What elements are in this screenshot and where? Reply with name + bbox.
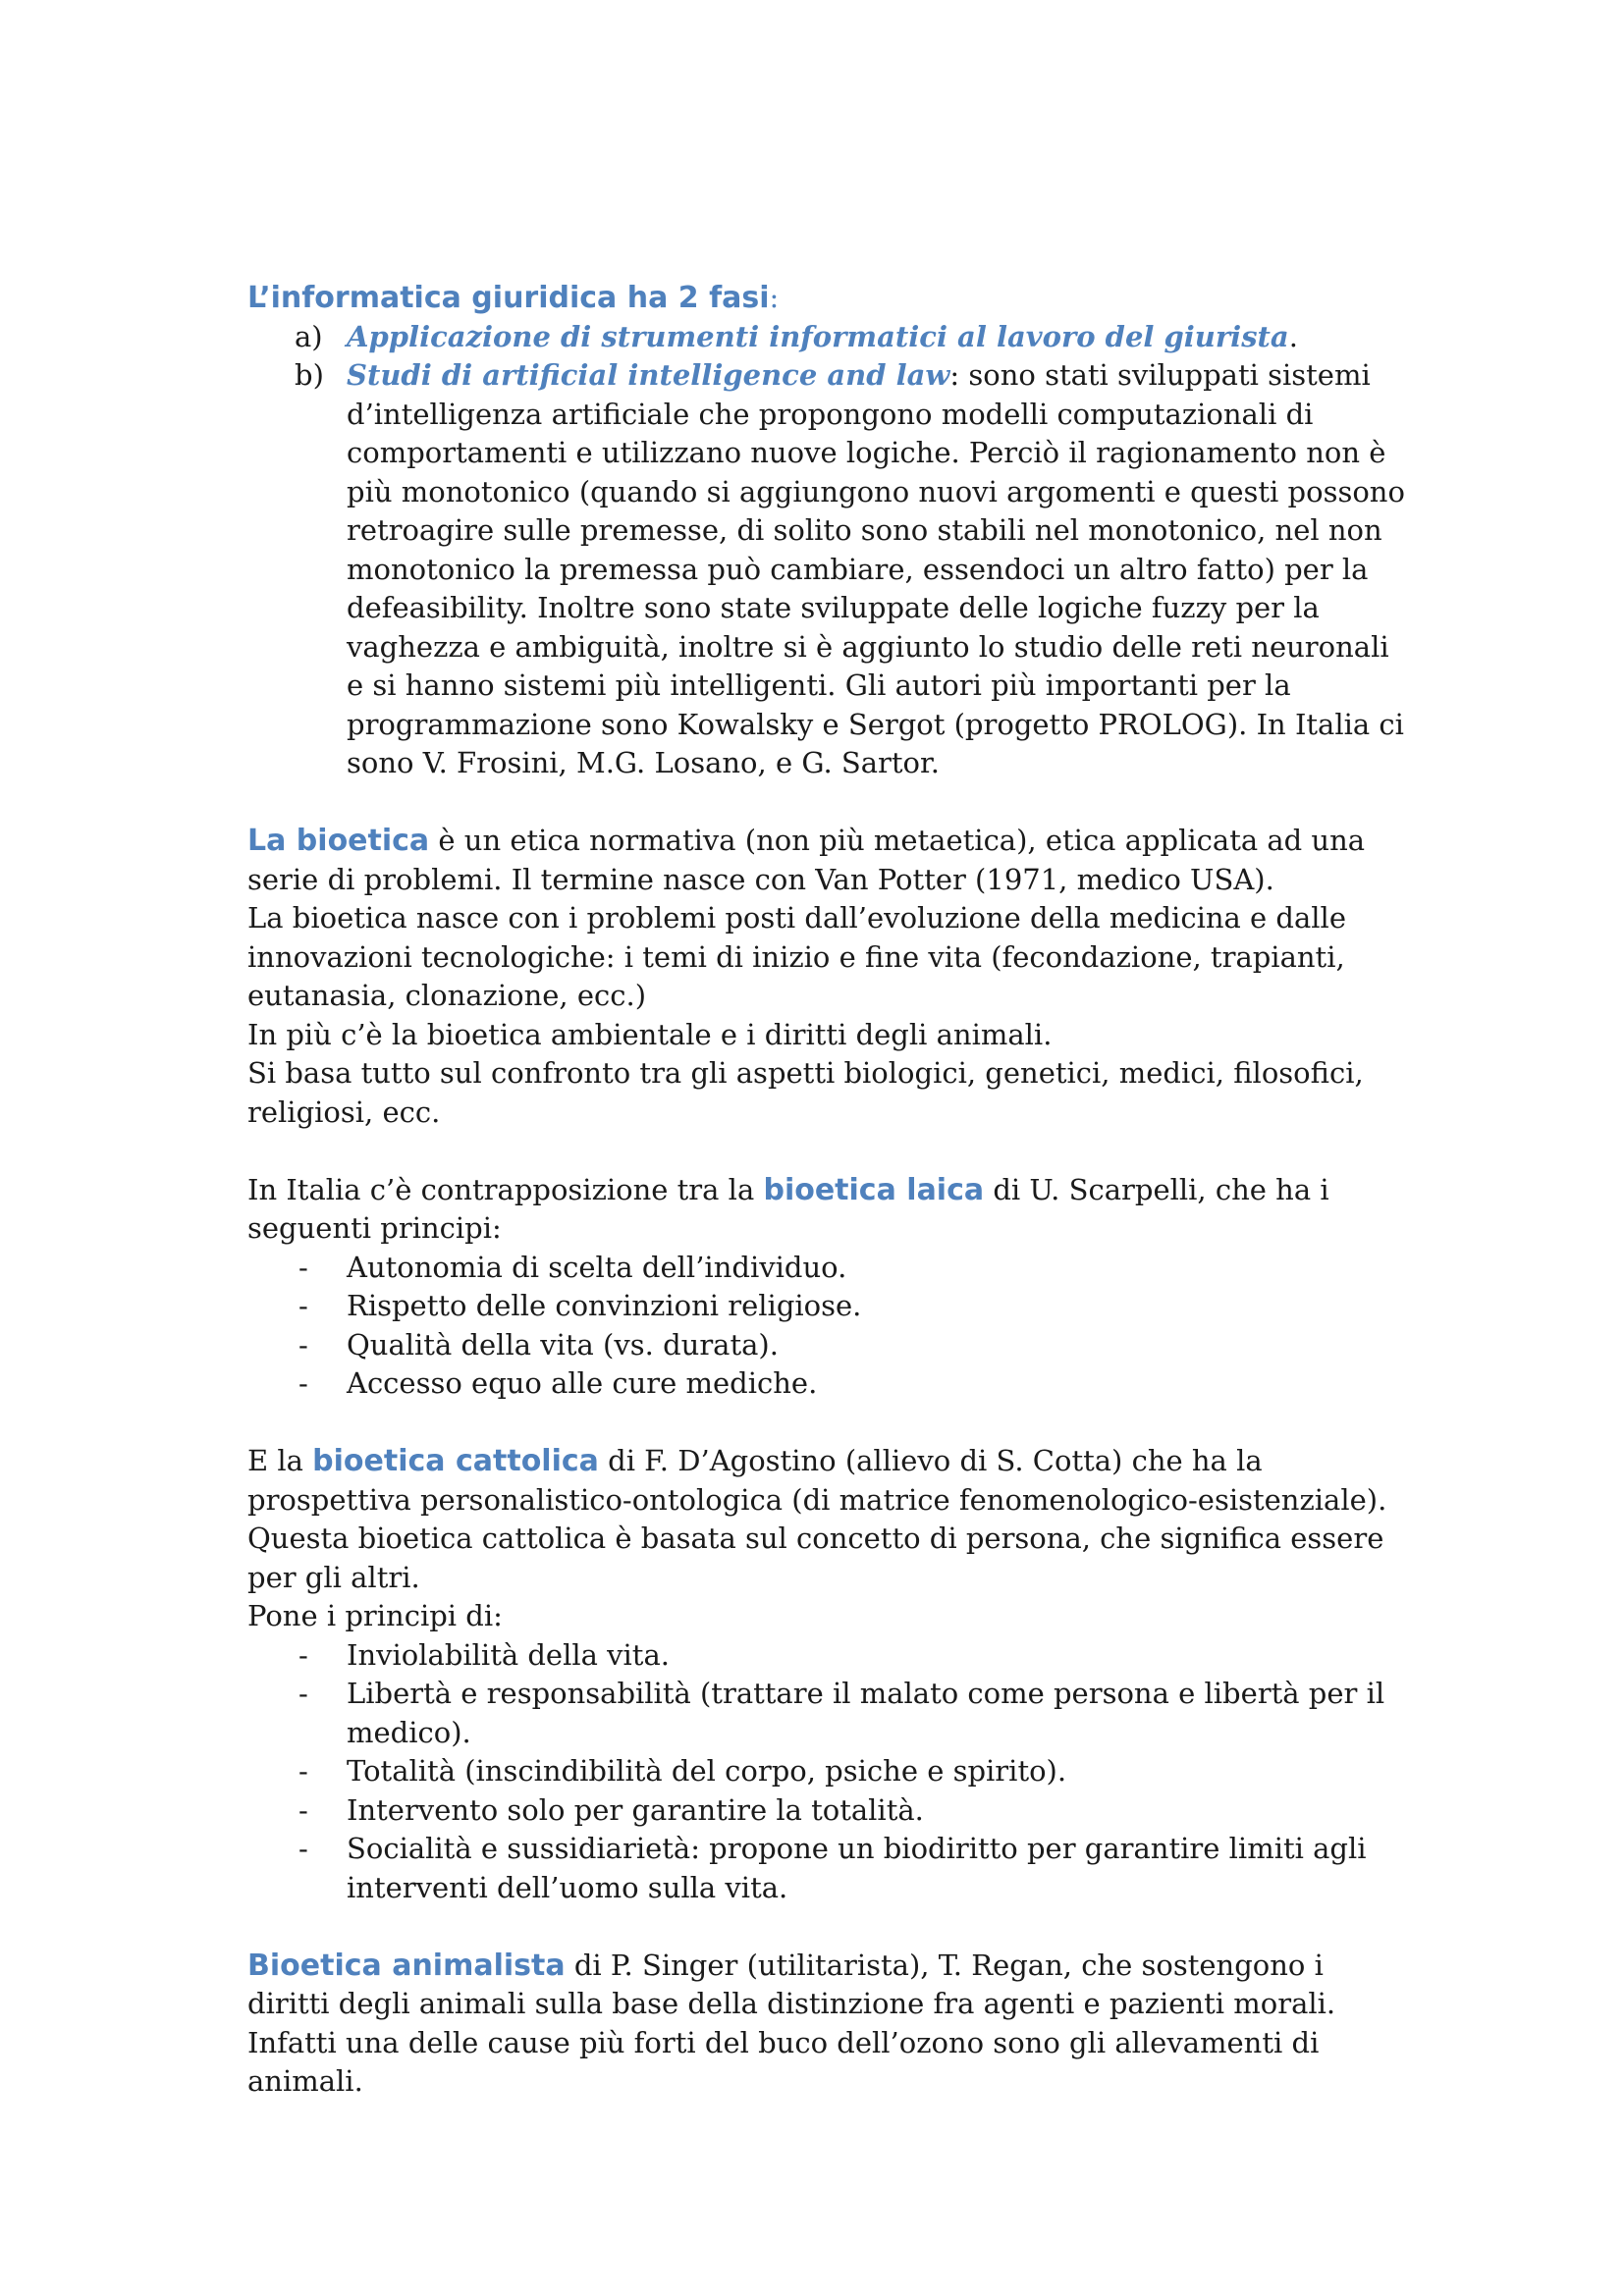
section1-colon: :	[769, 281, 780, 314]
list-item-text: Qualità della vita (vs. durata).	[347, 1327, 779, 1362]
list-item	[247, 1830, 1406, 1907]
list-item-text: Accesso equo alle cure mediche.	[347, 1366, 818, 1400]
list-item	[247, 356, 1406, 783]
list-item	[247, 1791, 1406, 1831]
document-page	[247, 279, 1406, 2102]
bioetica-heading: La bioetica	[247, 824, 430, 858]
bioetica-laica-pre: In Italia c’è contrapposizione tra la	[247, 1172, 764, 1206]
bullet-dash: -	[298, 1832, 308, 1865]
bullet-dash: -	[298, 1637, 308, 1672]
list-item	[247, 1675, 1406, 1752]
list-item-text: : sono stati sviluppati sistemi d’intelligenza artificiale che propongono modelli computazionali di comportamenti e utilizzano nuove logiche. Perciò il ragionamento non è più monotonico (quando si aggiungono nuovi argomenti e questi possono retroagire sulle premesse, di solito sono stabili nel monotonico, nel non monotonico la premessa può cambiare, essendoci un altro fatto) per la defeasibility. Inoltre sono state sviluppate delle logiche fuzzy per la vaghezza e ambiguità, inoltre si è aggiunto lo studio delle reti neuronali e si hanno sistemi più intelligenti. Gli autori più importanti per la programmazione sono Kowalsky e Sergot (progetto PROLOG). In Italia ci sono V. Frosini, M.G. Losano, e G. Sartor.	[347, 358, 1405, 779]
list-item-text: Socialità e sussidiarietà: propone un biodiritto per garantire limiti agli interventi dell’uomo sulla vita.	[347, 1832, 1367, 1904]
bioetica-cattolica-post: di F. D’Agostino (allievo di S. Cotta) che ha la prospettiva personalistico-ontologica (di matrice fenomenologico-esistenziale).	[247, 1444, 1387, 1517]
bioetica-laica-heading: bioetica laica	[763, 1172, 985, 1207]
bioetica-cattolica-heading: bioetica cattolica	[312, 1444, 599, 1478]
section1-intro	[247, 279, 1406, 318]
bioetica-animalista-heading: Bioetica animalista	[247, 1948, 566, 1983]
list-item	[247, 1636, 1406, 1676]
list-item-text: Rispetto delle convinzioni religiose.	[347, 1289, 862, 1322]
section1-heading: L’informatica giuridica ha 2 fasi	[247, 281, 770, 315]
list-item-text: Autonomia di scelta dell’individuo.	[347, 1250, 847, 1284]
bioetica-animalista-paragraph	[247, 1947, 1406, 2102]
list-item	[247, 318, 1406, 357]
list-marker: b)	[295, 358, 324, 392]
list-marker: a)	[295, 319, 323, 353]
list-item	[247, 1364, 1406, 1404]
bioetica-cattolica-paragraph-2: Questa bioetica cattolica è basata sul concetto di persona, che significa essere per gli altri.	[247, 1522, 1384, 1594]
bioetica-paragraph-3: In più c’è la bioetica ambientale e i diritti degli animali.	[247, 1017, 1053, 1051]
bioetica-laica-post: di U. Scarpelli, che ha i seguenti principi:	[247, 1172, 1329, 1245]
bioetica-cattolica-paragraph	[247, 1442, 1406, 1520]
bioetica-text: è un etica normativa (non più metaetica), etica applicata ad una serie di problemi. Il termine nasce con Van Potter (1971, medico USA).	[247, 824, 1366, 896]
list-item-title: Studi di artificial intelligence and law	[347, 358, 950, 392]
bioetica-paragraph	[247, 822, 1406, 899]
list-item-text: Libertà e responsabilità (trattare il malato come persona e libertà per il medico).	[347, 1677, 1385, 1749]
bioetica-paragraph-2: La bioetica nasce con i problemi posti dall’evoluzione della medicina e dalle innovazioni tecnologiche: i temi di inizio e fine vita (fecondazione, trapianti, eutanasia, clonazione, ecc.)	[247, 901, 1346, 1012]
bullet-dash: -	[298, 1792, 308, 1827]
bioetica-cattolica-pre: E la	[247, 1444, 313, 1477]
list-item-text: Inviolabilità della vita.	[347, 1637, 670, 1672]
list-item-title: Applicazione di strumenti informatici al lavoro del giurista	[347, 319, 1289, 353]
bullet-dash: -	[298, 1754, 308, 1788]
bioetica-paragraph-4: Si basa tutto sul confronto tra gli aspetti biologici, genetici, medici, filosofici, religiosi, ecc.	[247, 1056, 1364, 1129]
bioetica-cattolica-paragraph-3: Pone i principi di:	[247, 1599, 503, 1632]
list-item	[247, 1326, 1406, 1365]
bullet-dash: -	[298, 1327, 308, 1362]
list-item-text: Intervento solo per garantire la totalità.	[347, 1792, 924, 1827]
bullet-dash: -	[298, 1250, 308, 1284]
bioetica-laica-paragraph	[247, 1171, 1406, 1249]
list-item-text: .	[1288, 319, 1298, 353]
list-item-text: Totalità (inscindibilità del corpo, psiche e spirito).	[347, 1754, 1067, 1788]
list-item	[247, 1752, 1406, 1791]
list-item	[247, 1287, 1406, 1326]
list-item	[247, 1249, 1406, 1288]
bullet-dash: -	[298, 1366, 308, 1400]
bullet-dash: -	[298, 1289, 308, 1322]
bioetica-animalista-text: di P. Singer (utilitarista), T. Regan, che sostengono i diritti degli animali sulla base della distinzione fra agenti e pazienti morali. Infatti una delle cause più forti del buco dell’ozono sono gli allevamenti di animali.	[247, 1948, 1336, 2098]
bullet-dash: -	[298, 1677, 308, 1710]
